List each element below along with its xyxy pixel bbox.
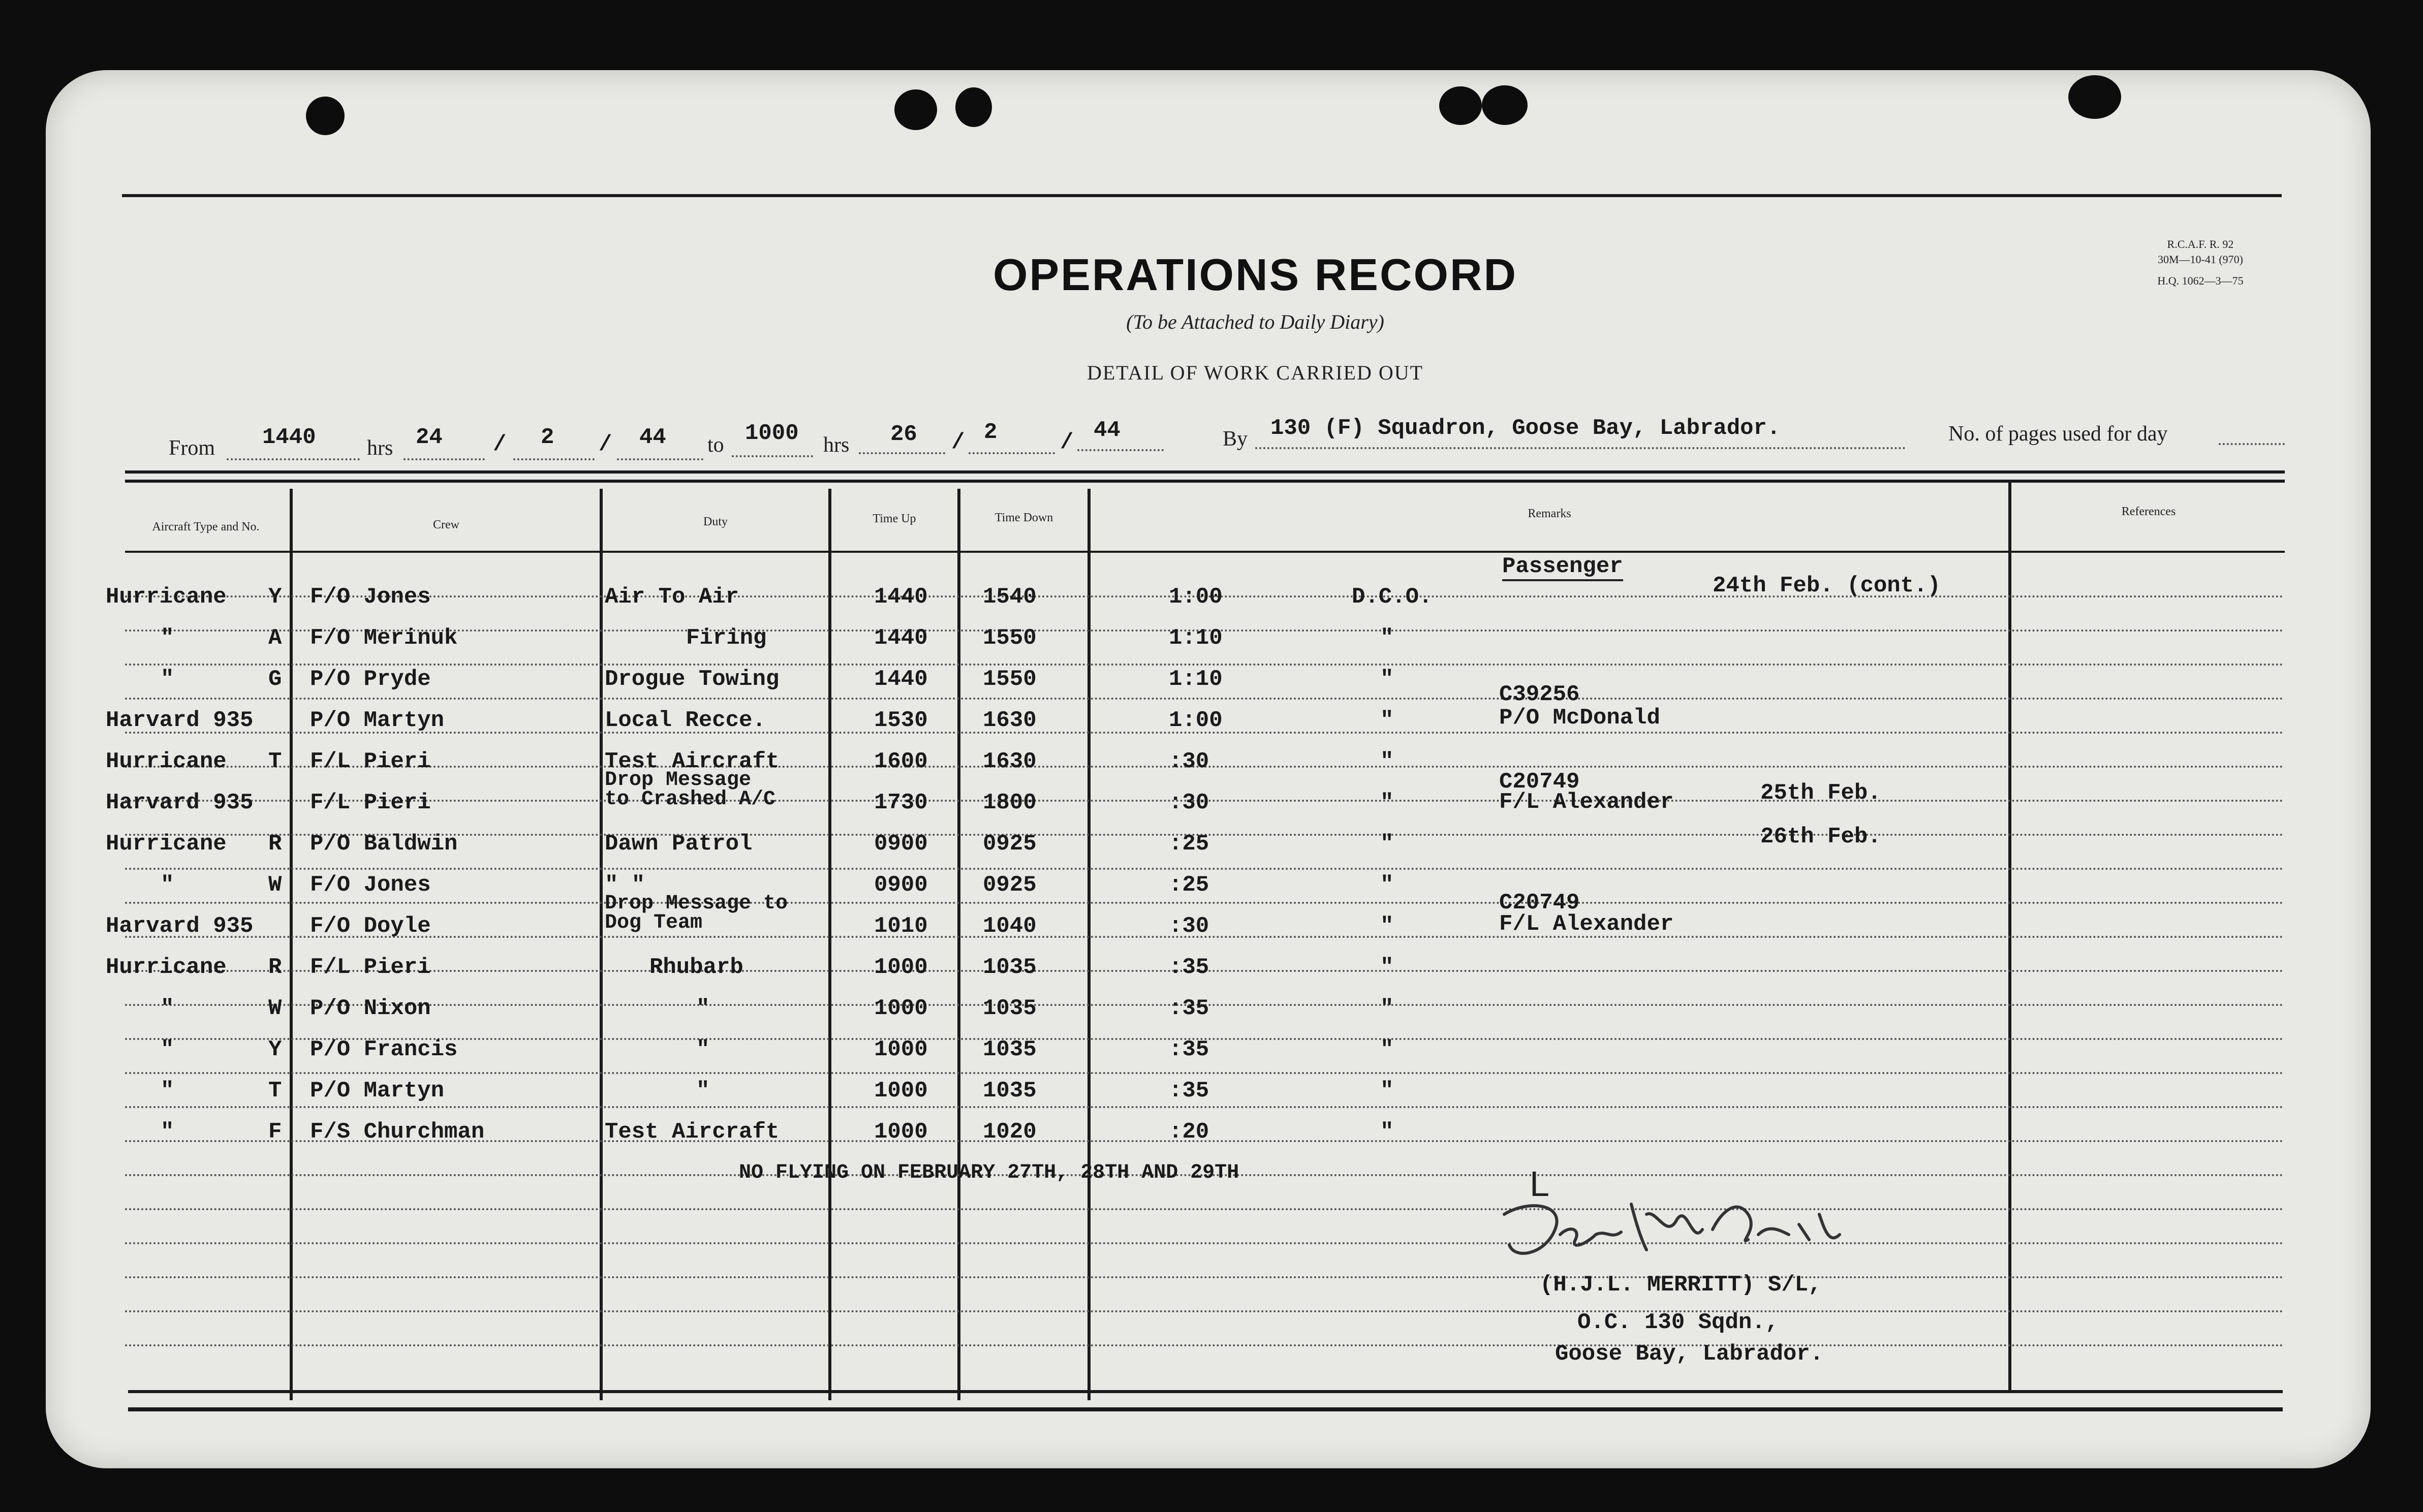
crew-name: P/O Martyn: [310, 708, 445, 733]
time-up: 1440: [874, 584, 928, 610]
duty: Test Aircraft: [605, 749, 780, 774]
time-up: 1600: [874, 749, 928, 774]
page-title: OPERATIONS RECORD: [992, 249, 1518, 300]
aircraft-letter: A: [268, 625, 282, 651]
crew-name: F/L Pieri: [310, 790, 431, 815]
form-ref: 30M—10-41 (970): [2157, 253, 2244, 266]
passenger-id: C20749: [1499, 890, 1580, 916]
col-header-crew: Crew: [433, 518, 459, 531]
aircraft-type: ": [161, 625, 174, 651]
column-divider: [290, 489, 293, 1400]
crew-name: F/O Jones: [310, 584, 431, 610]
date-slash: /: [493, 432, 507, 457]
duration: :25: [1169, 831, 1209, 857]
aircraft-type: Hurricane: [106, 955, 227, 980]
punch-hole: [1439, 86, 1482, 125]
aircraft-letter: F: [268, 1119, 282, 1145]
duration: 1:10: [1169, 625, 1223, 651]
duty-officer: ": [1380, 914, 1394, 939]
crew-name: F/O Merinuk: [310, 625, 458, 651]
duty: ": [696, 996, 710, 1021]
punch-hole: [955, 87, 992, 127]
to-month: 2: [984, 420, 998, 445]
aircraft-type: ": [161, 1078, 174, 1104]
punch-hole: [894, 89, 937, 130]
column-divider: [957, 489, 960, 1400]
aircraft-letter: W: [268, 996, 282, 1021]
aircraft-letter: Y: [268, 584, 282, 610]
duty-officer: ": [1380, 831, 1394, 857]
time-down: 1630: [983, 708, 1037, 733]
column-divider: [600, 489, 603, 1400]
passenger-id: C20749: [1499, 769, 1580, 795]
crew-name: P/O Baldwin: [310, 831, 458, 857]
row-guide: [125, 1242, 2285, 1244]
duty: Drop Message to Dog Team: [605, 892, 788, 934]
duration: 1:10: [1169, 667, 1223, 692]
passenger-id: C39256: [1499, 682, 1580, 707]
duration: :30: [1169, 790, 1209, 815]
aircraft-type: ": [161, 872, 174, 898]
duty-officer: ": [1380, 1119, 1394, 1145]
time-up: 1730: [874, 790, 928, 815]
time-up: 1000: [874, 1037, 928, 1062]
passenger-name: P/O McDonald: [1499, 705, 1660, 731]
aircraft-type: Harvard 935: [106, 790, 254, 815]
aircraft-letter: R: [268, 831, 282, 857]
col-header-references: References: [2121, 505, 2176, 518]
aircraft-type: ": [161, 667, 174, 692]
row-guide: [125, 1208, 2285, 1210]
time-up: 1000: [874, 1119, 928, 1145]
row-guide: [125, 664, 2285, 666]
time-down: 1040: [983, 914, 1037, 939]
aircraft-letter: T: [268, 749, 282, 774]
crew-name: P/O Martyn: [310, 1078, 445, 1104]
duty-officer: ": [1380, 1078, 1394, 1104]
row-guide: [125, 868, 2285, 870]
time-up: 1000: [874, 996, 928, 1021]
time-down: 1035: [983, 1078, 1037, 1104]
date-slash: /: [599, 432, 612, 457]
aircraft-letter: T: [268, 1078, 282, 1104]
from-time: 1440: [262, 425, 316, 450]
pages-label: No. of pages used for day: [1948, 422, 2168, 446]
crew-name: P/O Francis: [310, 1037, 458, 1062]
signature: [1484, 1184, 1890, 1285]
date-slash: /: [951, 430, 965, 455]
duty-officer: ": [1380, 1037, 1394, 1062]
from-label: From: [169, 436, 215, 460]
aircraft-type: Hurricane: [106, 749, 227, 774]
time-down: 0925: [983, 831, 1037, 857]
time-up: 1440: [874, 667, 928, 692]
passenger-heading: Passenger: [1502, 554, 1623, 581]
aircraft-type: ": [161, 1037, 174, 1062]
duty: " ": [605, 872, 645, 898]
column-divider: [2008, 480, 2011, 1391]
duty-officer: ": [1380, 955, 1394, 980]
duty-officer: ": [1380, 625, 1394, 651]
duty: Test Aircraft: [605, 1119, 780, 1145]
squadron: 130 (F) Squadron, Goose Bay, Labrador.: [1270, 416, 1781, 441]
time-down: 1020: [983, 1119, 1037, 1145]
crew-name: F/L Pieri: [310, 749, 431, 774]
time-down: 1540: [983, 584, 1037, 610]
row-guide: [125, 1072, 2285, 1074]
time-down: 1550: [983, 667, 1037, 692]
duration: :20: [1169, 1119, 1209, 1145]
time-down: 1035: [983, 955, 1037, 980]
duty-officer: ": [1380, 749, 1394, 774]
crew-name: P/O Nixon: [310, 996, 431, 1021]
duration: :30: [1169, 749, 1209, 774]
duration: :35: [1169, 996, 1209, 1021]
aircraft-letter: Y: [268, 1037, 282, 1062]
time-up: 0900: [874, 872, 928, 898]
time-down: 1630: [983, 749, 1037, 774]
crew-name: F/L Pieri: [310, 955, 431, 980]
duration: 1:00: [1169, 584, 1223, 610]
passenger-name: F/L Alexander: [1499, 911, 1674, 937]
time-down: 1800: [983, 790, 1037, 815]
from-day: 24: [416, 425, 443, 450]
aircraft-letter: G: [268, 667, 282, 692]
time-up: 1440: [874, 625, 928, 651]
signatory-name: (H.J.L. MERRITT) S/L,: [1540, 1272, 1822, 1298]
remark-date: 25th Feb.: [1760, 780, 1881, 806]
remark-date: 24th Feb. (cont.): [1713, 573, 1941, 598]
time-down: 1035: [983, 996, 1037, 1021]
time-down: 1035: [983, 1037, 1037, 1062]
date-slash: /: [1060, 430, 1074, 455]
duty: ": [696, 1037, 710, 1062]
time-down: 0925: [983, 872, 1037, 898]
aircraft-type: ": [161, 1119, 174, 1145]
duty-officer: D.C.O.: [1352, 584, 1433, 610]
duty: Rhubarb: [649, 955, 743, 980]
duty: Drogue Towing: [605, 667, 780, 692]
duty: Firing: [686, 625, 767, 651]
aircraft-type: Hurricane: [106, 831, 227, 857]
aircraft-type: Harvard 935: [106, 914, 254, 939]
crew-name: F/O Jones: [310, 872, 431, 898]
crew-name: P/O Pryde: [310, 667, 431, 692]
row-guide: [125, 698, 2285, 700]
duty-officer: ": [1380, 872, 1394, 898]
top-rule: [122, 194, 2282, 197]
row-guide: [125, 1344, 2285, 1346]
by-label: By: [1223, 427, 1248, 451]
duty: Dawn Patrol: [605, 831, 753, 857]
duty-officer: ": [1380, 790, 1394, 815]
page-subtitle: (To be Attached to Daily Diary): [1126, 310, 1384, 333]
duration: :35: [1169, 1037, 1209, 1062]
column-divider: [828, 489, 831, 1400]
crew-name: F/S Churchman: [310, 1119, 485, 1145]
aircraft-type: Harvard 935: [106, 708, 254, 733]
hrs-label: hrs: [823, 433, 850, 457]
time-down: 1550: [983, 625, 1037, 651]
to-time: 1000: [745, 421, 799, 446]
crew-name: F/O Doyle: [310, 914, 431, 939]
col-header-duty: Duty: [703, 515, 728, 528]
punch-hole: [2068, 75, 2121, 119]
aircraft-type: ": [161, 996, 174, 1021]
remark-date: 26th Feb.: [1760, 824, 1881, 849]
to-year: 44: [1094, 418, 1121, 443]
time-up: 1000: [874, 955, 928, 980]
to-day: 26: [890, 422, 917, 447]
row-guide: [125, 1310, 2285, 1312]
aircraft-letter: W: [268, 872, 282, 898]
signatory-place: Goose Bay, Labrador.: [1555, 1341, 1824, 1367]
col-header-aircraft: Aircraft Type and No.: [152, 520, 260, 533]
no-flying-note: NO FLYING ON FEBRUARY 27TH, 28TH AND 29TH: [739, 1161, 1239, 1184]
duration: :30: [1169, 914, 1209, 939]
duty: Local Recce.: [605, 708, 766, 733]
row-guide: [125, 1276, 2285, 1278]
signatory-role: O.C. 130 Sqdn.,: [1577, 1310, 1779, 1335]
duty: Air To Air: [605, 584, 739, 610]
punch-hole: [306, 97, 345, 135]
duration: :25: [1169, 872, 1209, 898]
time-up: 0900: [874, 831, 928, 857]
time-up: 1010: [874, 914, 928, 939]
from-month: 2: [541, 425, 554, 450]
aircraft-letter: R: [268, 955, 282, 980]
duration: :35: [1169, 955, 1209, 980]
duration: :35: [1169, 1078, 1209, 1104]
col-header-remarks: Remarks: [1528, 507, 1571, 520]
from-year: 44: [639, 425, 666, 450]
col-header-time-down: Time Down: [995, 511, 1053, 524]
form-ref: R.C.A.F. R. 92: [2167, 238, 2234, 250]
duty-officer: ": [1380, 996, 1394, 1021]
duration: 1:00: [1169, 708, 1223, 733]
check-mark: L: [1530, 1164, 1549, 1204]
aircraft-type: Hurricane: [106, 584, 227, 610]
time-up: 1000: [874, 1078, 928, 1104]
passenger-name: F/L Alexander: [1499, 790, 1674, 815]
duty: Drop Message to Crashed A/C: [605, 769, 776, 811]
duty-officer: ": [1380, 667, 1394, 692]
column-divider: [1088, 489, 1091, 1400]
detail-heading: DETAIL OF WORK CARRIED OUT: [1086, 361, 1424, 384]
duty: ": [696, 1078, 710, 1104]
row-guide: [125, 902, 2285, 904]
punch-hole: [1482, 85, 1528, 125]
row-guide: [125, 1106, 2285, 1108]
duty-officer: ": [1380, 708, 1394, 733]
col-header-time-up: Time Up: [873, 512, 916, 525]
hrs-label: hrs: [367, 436, 393, 460]
form-ref: H.Q. 1062—3—75: [2157, 274, 2244, 287]
time-up: 1530: [874, 708, 928, 733]
to-label: to: [707, 433, 724, 457]
